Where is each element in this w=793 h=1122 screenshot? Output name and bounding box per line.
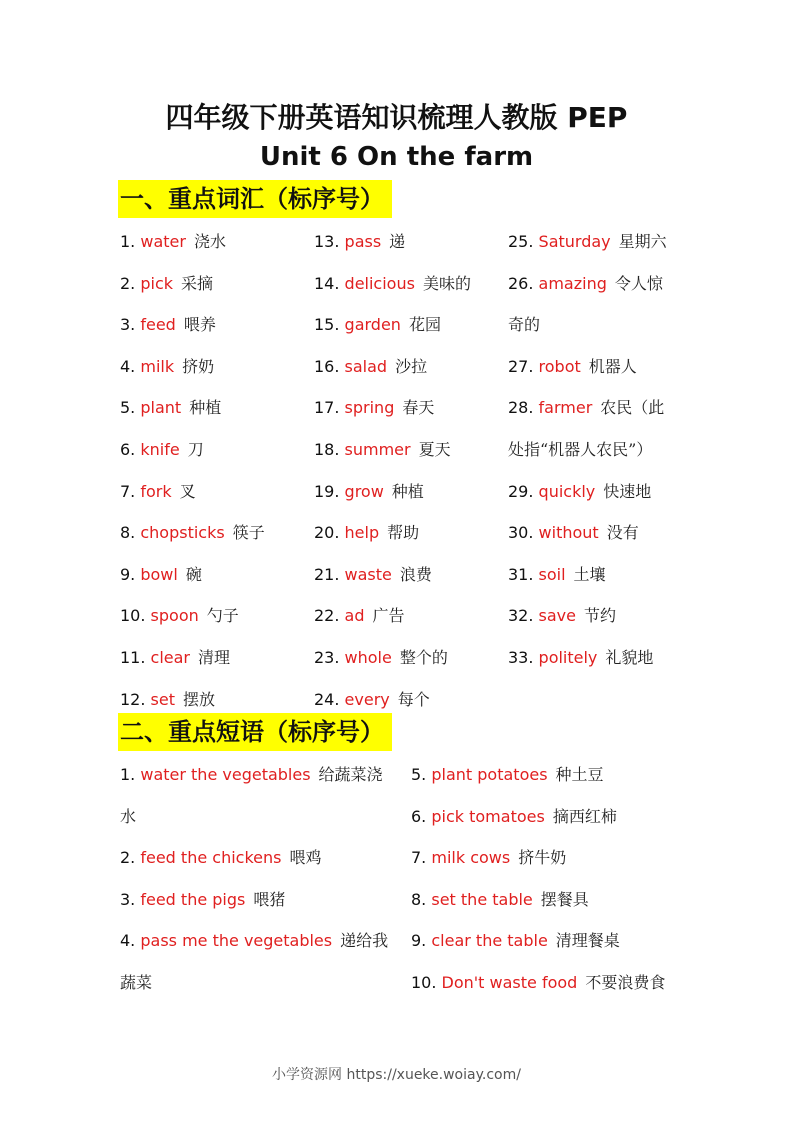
list-item [314,230,405,254]
chinese-meaning: 花园 [408,315,441,335]
list-item [411,929,620,953]
english-term: milk [140,356,175,376]
item-number: 8. [411,889,432,909]
item-number: 9. [120,564,141,584]
item-number: 10. [120,606,151,626]
list-item [314,355,427,379]
item-number: 24. [314,689,345,709]
english-term: spoon [150,606,199,626]
item-number: 4. [120,356,141,376]
item-number: 33. [508,648,539,667]
list-item [120,929,388,953]
item-number: 16. [314,356,345,376]
item-number: 26. [508,273,539,293]
item-number: 14. [314,273,345,293]
chinese-meaning: 礼貌地 [605,648,654,667]
chinese-meaning: 采摘 [181,273,214,293]
english-term: plant [140,398,182,418]
english-term: pick [140,273,174,293]
chinese-meaning: 种植 [189,398,222,418]
item-number: 7. [120,481,141,501]
item-number: 5. [120,398,141,418]
list-item [411,971,665,995]
english-term: water the vegetables [140,765,311,784]
english-term: chopsticks [140,523,225,543]
english-term: politely [538,648,598,667]
english-term: spring [344,398,395,418]
english-term: feed the pigs [140,889,246,909]
item-number: 17. [314,398,345,418]
item-number: 4. [120,931,141,951]
item-number: 7. [411,848,432,868]
english-term: water [140,232,186,251]
list-item [120,604,239,628]
item-number: 25. [508,232,539,251]
chinese-meaning: 碗 [185,564,202,584]
list-item [120,480,196,504]
list-item [120,563,202,587]
item-number: 27. [508,356,539,376]
list-item [120,846,321,870]
english-term: salad [344,356,388,376]
english-term: waste [344,564,392,584]
list-item [508,272,663,296]
chinese-meaning: 摆餐具 [540,889,589,909]
english-term: milk cows [431,848,511,868]
english-term: bowl [140,564,178,584]
list-item [411,763,604,787]
english-term: garden [344,315,401,335]
chinese-meaning: 清理 [198,648,231,667]
list-item [508,396,664,420]
chinese-meaning: 种土豆 [555,765,604,784]
section-heading-phrases: 二、重点短语（标序号） [118,713,392,751]
english-term: whole [344,648,392,667]
list-item [120,396,221,420]
chinese-meaning: 递 [389,232,406,251]
english-term: every [344,689,390,709]
chinese-meaning: 令人惊 [614,273,663,293]
list-item [314,521,419,545]
chinese-meaning: 勺子 [206,606,239,626]
chinese-meaning: 给蔬菜浇 [318,765,383,784]
list-item [314,604,405,628]
list-item [314,396,434,420]
item-number: 12. [120,689,151,709]
chinese-meaning: 星期六 [618,232,667,251]
english-term: set [150,689,175,709]
list-item [314,438,451,462]
english-term: set the table [431,889,533,909]
chinese-meaning: 农民（此 [600,398,665,418]
chinese-meaning: 挤牛奶 [518,848,567,868]
list-item [411,805,617,829]
list-item [120,646,230,670]
item-number: 20. [314,523,345,543]
english-term: help [344,523,380,543]
item-number: 3. [120,889,141,909]
chinese-meaning: 没有 [606,523,639,543]
english-term: feed [140,315,176,335]
list-item [120,272,213,296]
item-number: 9. [411,931,432,951]
list-item [314,646,448,670]
item-number: 19. [314,481,345,501]
english-term: quickly [538,481,596,501]
chinese-meaning: 种植 [391,481,424,501]
item-number: 6. [411,806,432,826]
item-number: 1. [120,765,141,784]
item-number: 3. [120,315,141,335]
chinese-meaning: 夏天 [418,440,451,459]
chinese-meaning: 快速地 [603,481,652,501]
english-term: Don't waste food [441,973,578,992]
english-term: clear the table [431,931,548,951]
list-item [120,763,383,787]
english-term: ad [344,606,365,626]
english-term: amazing [538,273,607,293]
english-term: robot [538,356,581,376]
english-term: delicious [344,273,415,293]
english-term: plant potatoes [431,765,548,784]
unit-subtitle: Unit 6 On the farm [259,142,534,172]
item-number: 29. [508,481,539,501]
page-title: 四年级下册英语知识梳理人教版 PEP [165,101,628,134]
item-number: 30. [508,523,539,543]
english-term: feed the chickens [140,848,282,868]
chinese-meaning: 节约 [583,606,616,626]
item-number: 22. [314,606,345,626]
item-number: 8. [120,523,141,543]
english-term: fork [140,481,172,501]
item-number: 31. [508,564,539,584]
chinese-meaning: 刀 [187,440,204,459]
item-number: 1. [120,232,141,251]
chinese-meaning: 沙拉 [395,356,428,376]
list-item [120,313,216,337]
english-term: farmer [538,398,593,418]
list-item [314,313,441,337]
list-item [508,604,616,628]
list-item [508,521,639,545]
list-item [411,846,566,870]
chinese-meaning: 每个 [397,689,430,709]
item-number: 18. [314,440,345,459]
english-term: pick tomatoes [431,806,545,826]
list-item [120,230,226,254]
list-item [120,521,265,545]
item-number: 23. [314,648,345,667]
english-term: clear [150,648,190,667]
chinese-meaning: 春天 [402,398,435,418]
item-number: 2. [120,273,141,293]
list-item [508,480,651,504]
chinese-meaning: 摆放 [182,689,215,709]
item-number: 28. [508,398,539,418]
section-heading-vocab: 一、重点词汇（标序号） [118,180,392,218]
chinese-meaning: 美味的 [422,273,471,293]
chinese-meaning: 机器人 [588,356,637,376]
chinese-meaning: 喂猪 [253,889,286,909]
list-item [508,646,653,670]
list-item [411,888,589,912]
chinese-meaning: 清理餐桌 [555,931,620,951]
list-item [508,230,667,254]
chinese-meaning: 喂养 [183,315,216,335]
chinese-meaning: 帮助 [387,523,420,543]
english-term: pass [344,232,382,251]
chinese-meaning: 广告 [372,606,405,626]
english-term: Saturday [538,232,611,251]
english-term: soil [538,564,566,584]
english-term: pass me the vegetables [140,931,333,951]
item-number: 10. [411,973,442,992]
english-term: summer [344,440,411,459]
english-term: save [538,606,576,626]
english-term: grow [344,481,384,501]
list-item [508,438,652,462]
list-item [120,805,136,829]
english-term: knife [140,440,180,459]
list-item [314,480,424,504]
chinese-meaning: 整个的 [399,648,448,667]
list-item [314,272,471,296]
chinese-meaning: 奇的 [508,315,541,335]
chinese-meaning: 叉 [179,481,196,501]
item-number: 13. [314,232,345,251]
list-item [314,688,430,712]
chinese-meaning: 浪费 [399,564,432,584]
item-number: 2. [120,848,141,868]
chinese-meaning: 不要浪费食 [585,973,666,992]
list-item [120,688,215,712]
item-number: 32. [508,606,539,626]
chinese-meaning: 水 [120,806,137,826]
list-item [120,971,152,995]
chinese-meaning: 筷子 [232,523,265,543]
chinese-meaning: 蔬菜 [120,973,153,992]
item-number: 11. [120,648,151,667]
list-item [120,355,214,379]
list-item [508,355,637,379]
item-number: 5. [411,765,432,784]
footer-source: 小学资源网 https://xueke.woiay.com/ [272,1067,521,1083]
list-item [120,888,285,912]
chinese-meaning: 土壤 [573,564,606,584]
list-item [508,313,540,337]
english-term: without [538,523,599,543]
list-item [508,563,606,587]
item-number: 6. [120,440,141,459]
list-item [120,438,204,462]
item-number: 15. [314,315,345,335]
chinese-meaning: 挤奶 [182,356,215,376]
chinese-meaning: 浇水 [193,232,226,251]
chinese-meaning: 处指“机器人农民”） [508,440,653,459]
chinese-meaning: 摘西红柿 [552,806,617,826]
chinese-meaning: 递给我 [340,931,389,951]
list-item [314,563,432,587]
chinese-meaning: 喂鸡 [289,848,322,868]
item-number: 21. [314,564,345,584]
